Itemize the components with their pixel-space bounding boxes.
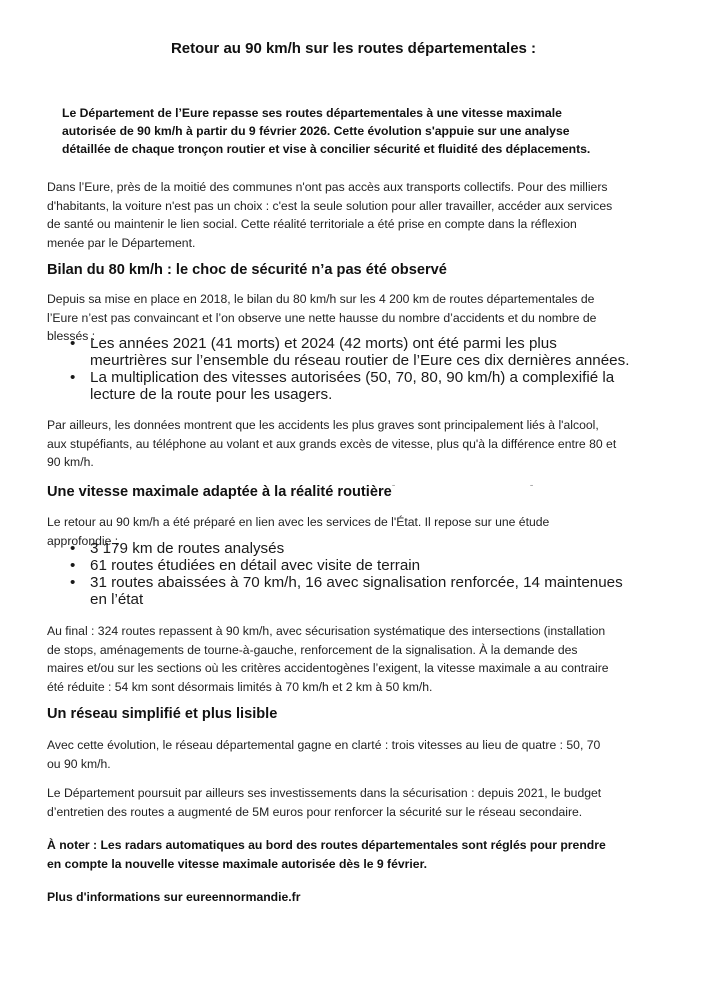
list-item: • Les années 2021 (41 morts) et 2024 (42 morts) ont été parmi les plus meurtrières sur l’ensemble du réseau routier de l’Eure ces dix dernières années. (70, 335, 630, 369)
scan-speck: ˉ (530, 484, 534, 495)
context-paragraph: Dans l’Eure, près de la moitié des communes n'ont pas accès aux transports collectifs. Pour des milliers d'habitants, la voiture n'est pas un choix : c'est la seule solution pour aller travailler, accéder aux services de santé ou maintenir le lien social. Cette réalité territoriale a été prise en compte dans la réflexion menée par le Département. (47, 180, 613, 250)
section3-heading: Un réseau simplifié et plus lisible (47, 706, 278, 722)
section1-bullet-list (70, 335, 630, 403)
section3-text: Avec cette évolution, le réseau départemental gagne en clarté : trois vitesses au lieu de quatre : 50, 70 ou 90 km/h. (47, 738, 601, 771)
section3-text2: Le Département poursuit par ailleurs ses investissements dans la sécurisation : depuis 2021, le budget d’entretien des routes a augmenté de 5M euros pour renforcer la sécurité sur le réseau secondaire. (47, 786, 602, 819)
list-item: • 31 routes abaissées à 70 km/h, 16 avec signalisation renforcée, 14 maintenues en l’état (70, 574, 630, 608)
section1-text: Depuis sa mise en place en 2018, le bilan du 80 km/h sur les 4 200 km de routes départementales de l’Eure n’est pas convaincant et l’on observe une nette hausse du nombre d’accidents et du nombre de blessés : (47, 292, 597, 343)
scan-speck: ˉ (392, 484, 396, 495)
section2-bullet-list (70, 540, 630, 608)
list-item: • La multiplication des vitesses autorisées (50, 70, 80, 90 km/h) a complexifié la lecture de la route pour les usagers. (70, 369, 630, 403)
section2-heading: Une vitesse maximale adaptée à la réalité routière (47, 484, 392, 500)
section1-heading: Bilan du 80 km/h : le choc de sécurité n’a pas été observé (47, 262, 447, 278)
list-item: • 3 179 km de routes analysés (70, 540, 630, 557)
section2-after-paragraph: Au final : 324 routes repassent à 90 km/h, avec sécurisation systématique des intersections (installation de stops, aménagements de tourne-à-gauche, renforcement de la signalisation. À la demande des maires et/ou sur les sections où les critères accidentogènes l’exigent, la vitesse maximale a au contraire été réduite : 54 km sont désormais limités à 70 km/h et 2 km à 50 km/h. (47, 624, 609, 694)
intro-paragraph: Le Département de l’Eure repasse ses routes départementales à une vitesse maximale autorisée de 90 km/h à partir du 9 février 2026. Cette évolution s'appuie sur une analyse détaillée de chaque tronçon routier et vise à concilier sécurité et fluidité des déplacements. (62, 106, 591, 156)
section1-after-paragraph: Par ailleurs, les données montrent que les accidents les plus graves sont principalement liés à l'alcool, aux stupéfiants, au téléphone au volant et aux grands excès de vitesse, plus qu'à la différence entre 80 et 90 km/h. (47, 418, 617, 469)
page-title: Retour au 90 km/h sur les routes départementales : (170, 40, 537, 57)
more-info-text: Plus d'informations sur eureennormandie.fr (47, 890, 301, 904)
note-paragraph: À noter : Les radars automatiques au bord des routes départementales sont réglés pour prendre en compte la nouvelle vitesse maximale autorisée dès le 9 février. (47, 838, 606, 871)
section2-text: Le retour au 90 km/h a été préparé en lien avec les services de l'État. Il repose sur une étude approfondie : (47, 515, 550, 548)
list-item: • 61 routes étudiées en détail avec visite de terrain (70, 557, 630, 574)
